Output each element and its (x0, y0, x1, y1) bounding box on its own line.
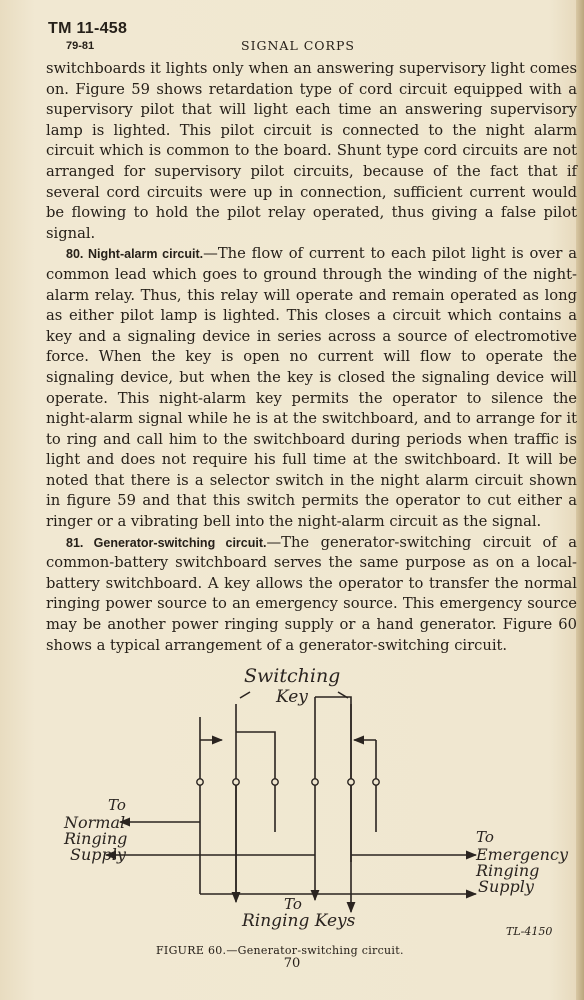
manual-number: TM 11-458 (48, 20, 128, 37)
label-ringing-2: Ringing (476, 861, 540, 880)
paragraph-continued: switchboards it lights only when an answering supervisory light comes on. Figure 59 shows retardation type of cord circuit equipped with a supervisory pilot that will light each time an answering supervisory lamp is lighted. This pilot circuit is connected to the night alarm circuit which is common to the board. Shunt type cord circuits are not arranged for supervisory pilot circuits, because of the fact that if several cord circuits were up in connection, sufficient current would be flowing to hold the pilot relay operated, thus giving a false pilot signal. (46, 60, 577, 242)
label-switching: Switching (244, 665, 341, 687)
page-number: 70 (283, 956, 301, 971)
heading-80: 80. Night-alarm circuit. (66, 247, 204, 262)
label-supply-1: Supply (70, 845, 126, 864)
label-supply-2: Supply (478, 877, 534, 896)
label-normal: Normal (64, 813, 126, 832)
paragraph-80-text: —The flow of current to each pilot light is over a common lead which goes to ground through the winding of the night-alarm relay. Thus, this relay will operate and remain operated as long as either pilot lamp is lighted. This closes a circuit which contains a key and a signaling device in series across a source of electromotive force. When the key is open no current will flow to operate the signaling device, but when the key is closed the signaling device will operate. This night-alarm key permits the operator to silence the night-alarm signal while he is at the switchboard, and to arrange for it to ring and call him to the switchboard during periods when traffic is light and does not require his full time at the switchboard. It will be noted that there is a selector switch in the night alarm circuit shown in figure 59 and that this switch permits the operator to cut either a ringer or a vibrating bell into the night-alarm circuit as the signal. (46, 245, 577, 531)
paragraph-80 (46, 244, 577, 532)
label-ringing-1: Ringing (64, 829, 128, 848)
label-key: Key (276, 687, 308, 707)
body-text (46, 59, 577, 656)
figure-caption: FIGURE 60.—Generator-switching circuit. (156, 944, 404, 957)
label-ringing-keys: Ringing Keys (242, 911, 356, 931)
label-emergency: Emergency (476, 845, 568, 864)
page-edge (576, 0, 584, 1000)
label-to-emergency: To (476, 828, 494, 846)
heading-81: 81. Generator-switching circuit. (66, 535, 267, 550)
label-to-normal: To (108, 796, 126, 814)
figure-reference-number: TL-4150 (506, 925, 553, 938)
label-to-ringing-keys: To (284, 895, 302, 913)
section-range: 79-81 (66, 40, 95, 52)
paragraph-81-text: —The generator-switching circuit of a common-battery switchboard serves the same purpose as on a local-battery switchboard. A key allows the operator to transfer the normal ringing power source to an emergency source. This emergency source may be another power ringing supply or a hand generator. Figure 60 shows a typical arrangement of a generator-switching circuit. (46, 533, 578, 654)
running-head: SIGNAL CORPS (241, 38, 355, 53)
paragraph-81 (46, 533, 577, 657)
figure-60-diagram (46, 662, 577, 942)
